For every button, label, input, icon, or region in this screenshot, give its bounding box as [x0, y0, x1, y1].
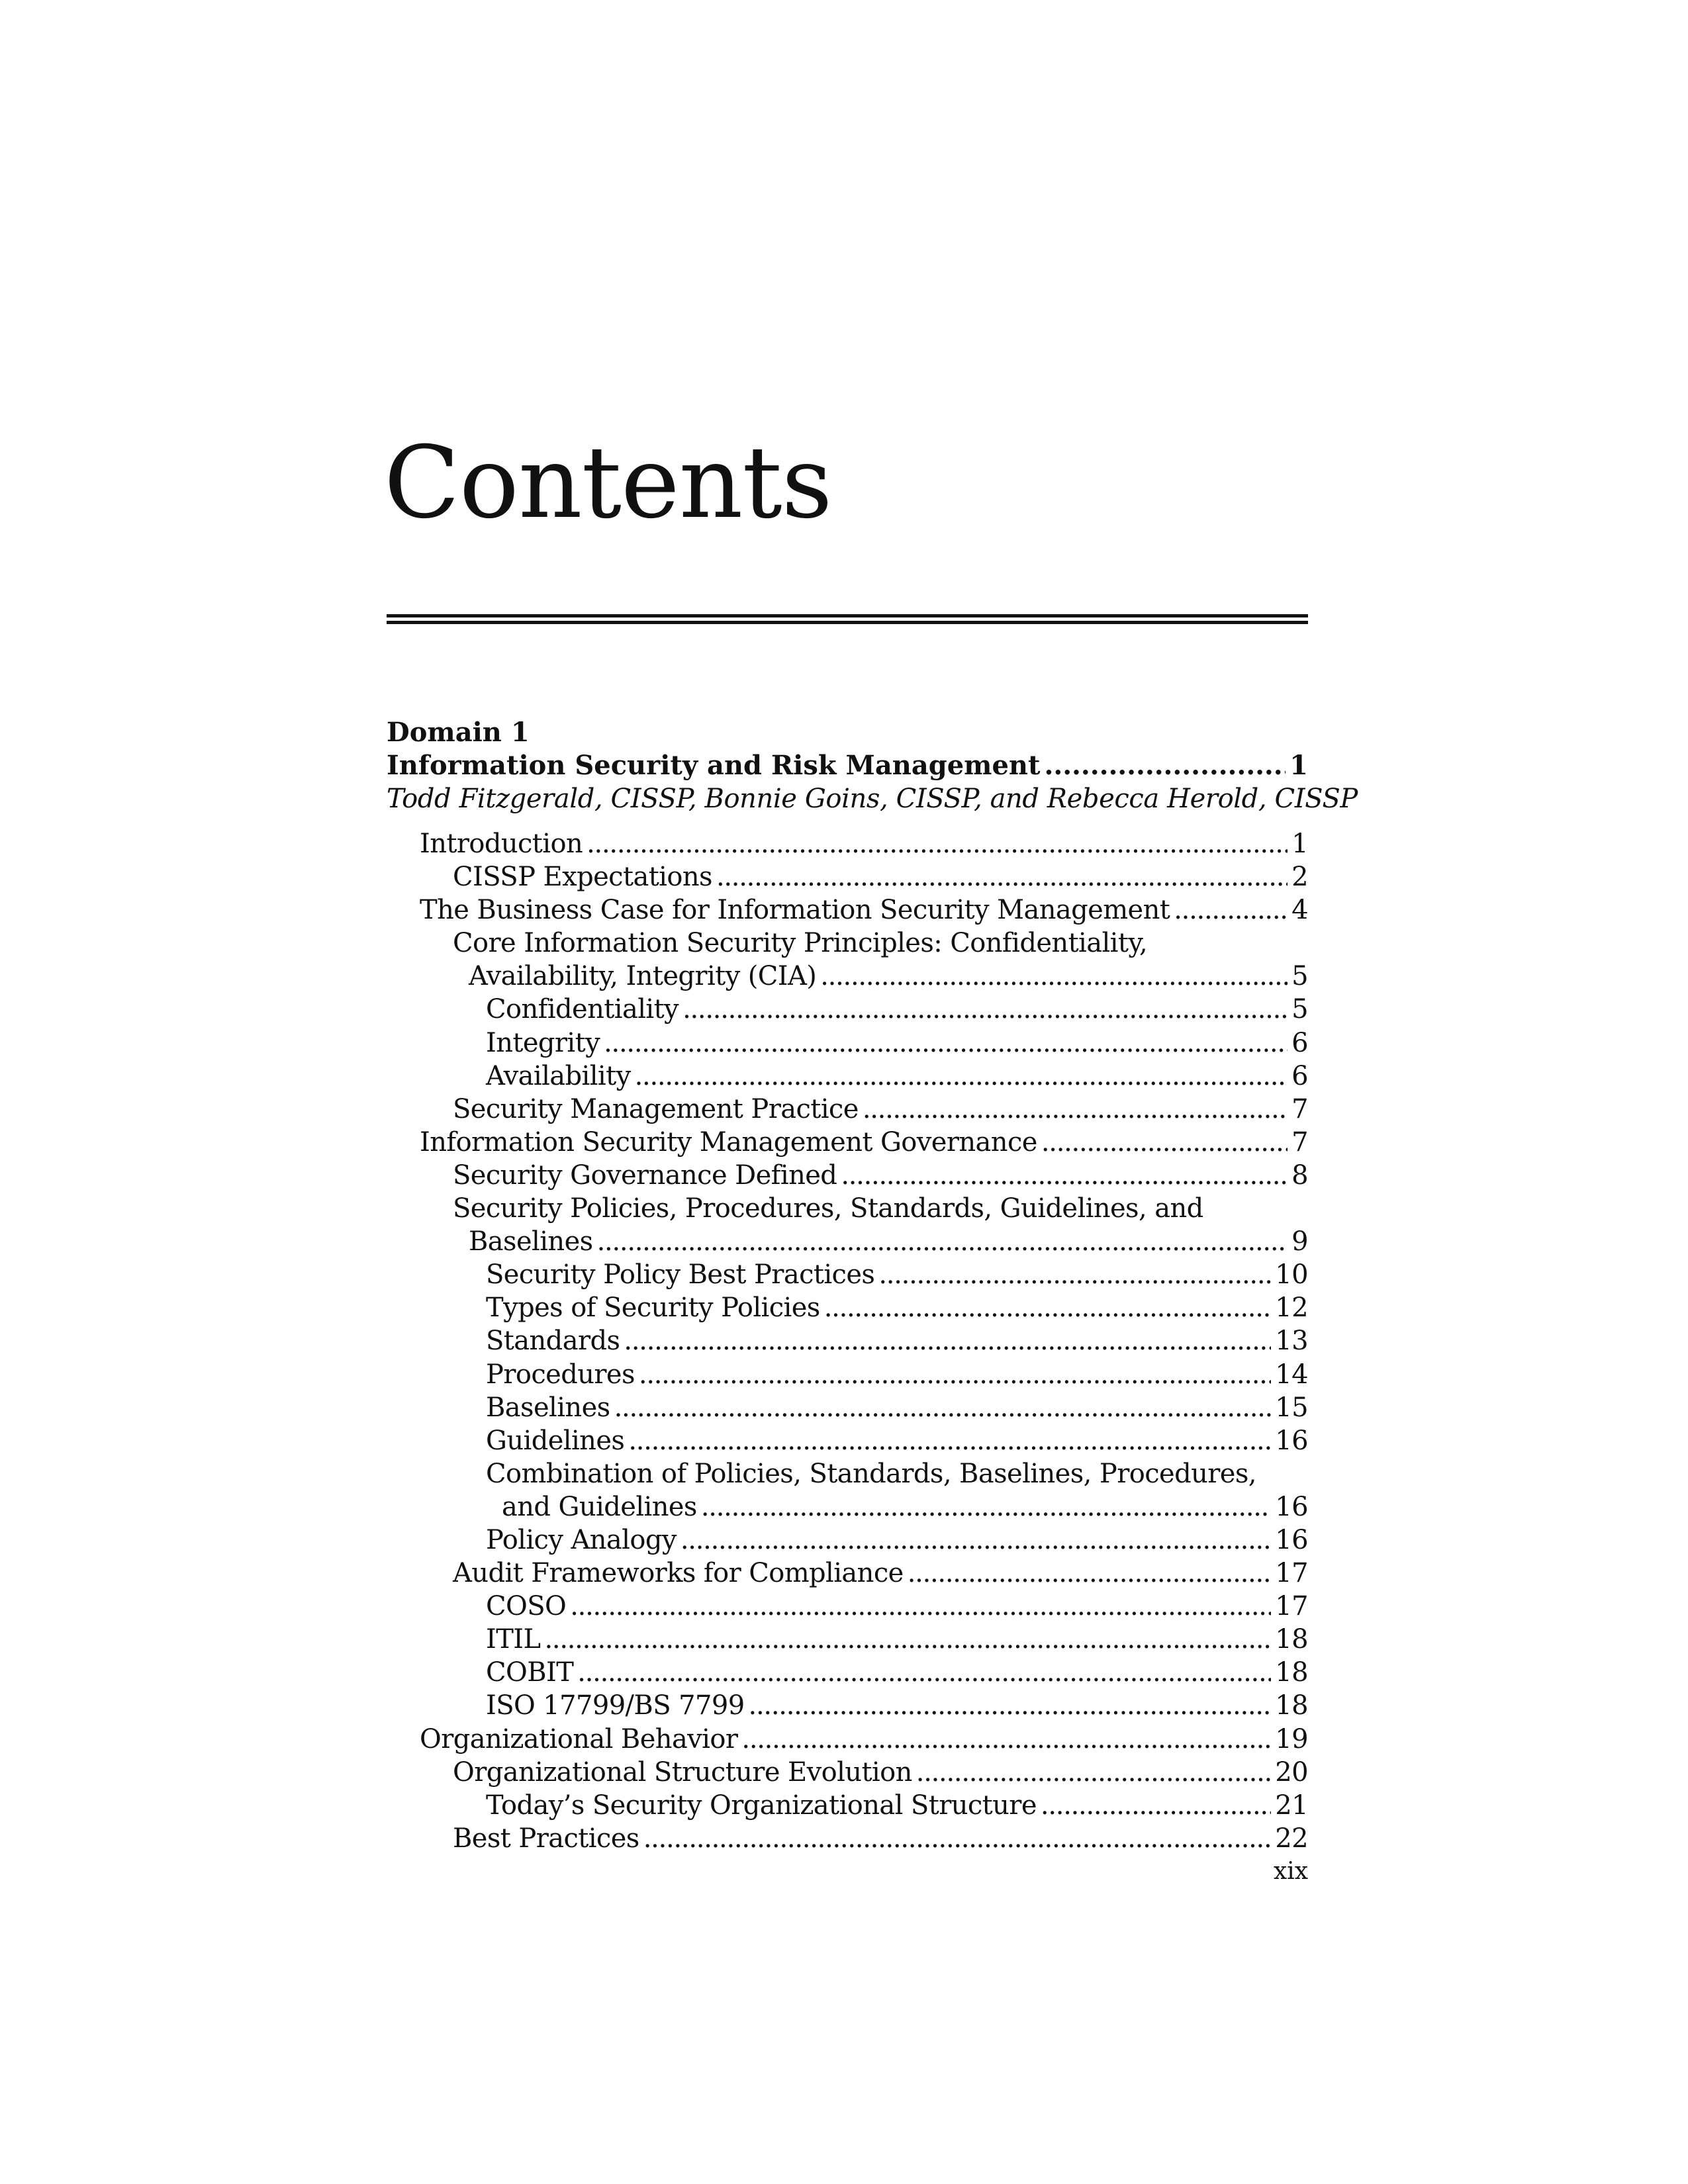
dot-leader: [701, 1490, 1271, 1524]
dot-leader: [682, 993, 1288, 1026]
toc-entry-page: 16: [1275, 1491, 1308, 1522]
toc-entry-title: Audit Frameworks for Compliance: [453, 1558, 904, 1589]
toc-entry-title: Security Policies, Procedures, Standards, Guidelines, and: [453, 1193, 1203, 1224]
toc-entry-title: Policy Analogy: [486, 1524, 677, 1555]
toc-entry-page: 9: [1291, 1226, 1308, 1257]
toc-entry-title: Security Policy Best Practices: [486, 1259, 875, 1291]
toc-entry-page: 20: [1275, 1756, 1308, 1788]
toc-entry-page: 6: [1291, 1060, 1308, 1091]
toc-entry[interactable]: [387, 993, 1308, 1026]
toc-entry-page: 18: [1275, 1657, 1308, 1688]
toc-entry[interactable]: [387, 1159, 1308, 1192]
title-rule-bottom: [387, 621, 1308, 624]
domain-heading-text: Information Security and Risk Management: [387, 750, 1041, 781]
dot-leader: [597, 1225, 1288, 1258]
toc-entry[interactable]: [387, 1093, 1308, 1126]
toc-entry[interactable]: [387, 827, 1308, 860]
toc-entry[interactable]: [387, 1623, 1308, 1656]
toc-entry-page: 8: [1291, 1160, 1308, 1191]
toc-entry-page: 13: [1275, 1326, 1308, 1357]
toc-entry[interactable]: [387, 1126, 1308, 1159]
toc-entry-page: 16: [1275, 1524, 1308, 1555]
dot-leader: [749, 1689, 1272, 1722]
domain-heading[interactable]: [387, 749, 1308, 782]
toc-entry[interactable]: [387, 893, 1308, 927]
toc-entry-page: 16: [1275, 1425, 1308, 1456]
dot-leader: [570, 1590, 1271, 1623]
dot-leader: [916, 1756, 1272, 1789]
toc-entry-title: CISSP Expectations: [453, 862, 712, 893]
dot-leader: [680, 1524, 1271, 1557]
toc-entry-title: Guidelines: [486, 1425, 625, 1456]
dot-leader: [586, 827, 1288, 860]
toc-entry-page: 1: [1291, 829, 1308, 859]
toc-entry-page: 5: [1291, 961, 1308, 992]
toc-entry-title: Baselines: [469, 1226, 593, 1257]
domain-authors: Todd Fitzgerald, CISSP, Bonnie Goins, CISSP, and Rebecca Herold, CISSP: [387, 784, 1358, 814]
toc-entry[interactable]: [387, 1723, 1308, 1756]
dot-leader: [624, 1324, 1271, 1357]
toc-entry-title: Combination of Policies, Standards, Baselines, Procedures,: [486, 1458, 1256, 1489]
toc-entry[interactable]: [387, 1391, 1308, 1424]
dot-leader: [908, 1557, 1272, 1590]
toc-entry-page: 19: [1275, 1723, 1308, 1754]
toc-entry-page: 17: [1275, 1591, 1308, 1622]
toc-entry-title: Availability, Integrity (CIA): [469, 961, 817, 992]
toc-entry-page: 5: [1291, 994, 1308, 1025]
toc-entry-title: and Guidelines: [502, 1491, 697, 1522]
toc-entry[interactable]: [387, 1291, 1308, 1324]
toc-entry-page: 12: [1275, 1293, 1308, 1324]
toc-entry[interactable]: [387, 1225, 1308, 1258]
toc-entry-title: ISO 17799/BS 7799: [486, 1690, 745, 1721]
dot-leader: [716, 860, 1288, 893]
dot-leader: [863, 1093, 1288, 1126]
toc-entry[interactable]: [387, 1258, 1308, 1291]
dot-leader: [639, 1358, 1271, 1391]
toc-entry-title: Availability: [486, 1060, 631, 1091]
toc-entry-page: 4: [1291, 895, 1308, 926]
table-of-contents: [387, 827, 1308, 1855]
toc-entry-title: Procedures: [486, 1359, 635, 1390]
toc-entry-title: Security Governance Defined: [453, 1160, 837, 1191]
toc-entry[interactable]: [387, 1060, 1308, 1093]
dot-leader: [635, 1060, 1288, 1093]
toc-entry-title: Introduction: [420, 829, 583, 859]
toc-entry-title: ITIL: [486, 1624, 541, 1655]
toc-entry[interactable]: [387, 1822, 1308, 1855]
toc-entry-title: Best Practices: [453, 1823, 639, 1854]
toc-entry-page: 7: [1291, 1126, 1308, 1158]
toc-entry-title: COSO: [486, 1591, 567, 1622]
toc-entry-page: 10: [1275, 1259, 1308, 1291]
dot-leader: [1174, 893, 1288, 927]
dot-leader: [824, 1291, 1272, 1324]
toc-entry-page: 7: [1291, 1093, 1308, 1124]
dot-leader: [604, 1026, 1288, 1060]
toc-entry-title: Standards: [486, 1326, 620, 1357]
toc-entry-title: COBIT: [486, 1657, 574, 1688]
toc-entry-title: Integrity: [486, 1027, 600, 1058]
toc-entry[interactable]: [387, 1656, 1308, 1689]
dot-leader: [643, 1822, 1272, 1855]
toc-entry-title: Organizational Structure Evolution: [453, 1756, 912, 1788]
toc-entry-title: Confidentiality: [486, 994, 679, 1025]
toc-entry-title: Today’s Security Organizational Structure: [486, 1790, 1037, 1821]
toc-entry[interactable]: [387, 1358, 1308, 1391]
page-number: xix: [1273, 1858, 1308, 1885]
dot-leader: [614, 1391, 1272, 1424]
domain-label: Domain 1: [387, 717, 530, 748]
dot-leader: [878, 1258, 1271, 1291]
toc-entry[interactable]: [387, 1192, 1308, 1225]
toc-entry[interactable]: [387, 960, 1308, 993]
toc-entry-title: Baselines: [486, 1392, 610, 1423]
toc-entry-title: Information Security Management Governance: [420, 1126, 1037, 1158]
dot-leader: [1041, 1789, 1271, 1822]
toc-entry-page: 15: [1275, 1392, 1308, 1423]
toc-entry[interactable]: [387, 1490, 1308, 1524]
dot-leader: [1041, 1126, 1288, 1159]
toc-entry-title: Security Management Practice: [453, 1093, 859, 1124]
dot-leader: [820, 960, 1288, 993]
toc-entry[interactable]: [387, 1756, 1308, 1789]
domain-heading-page: 1: [1289, 750, 1308, 781]
toc-entry-title: Types of Security Policies: [486, 1293, 820, 1324]
dot-leader: [544, 1623, 1271, 1656]
title-rule-top: [387, 614, 1308, 617]
toc-entry[interactable]: [387, 1689, 1308, 1722]
toc-entry[interactable]: [387, 1457, 1308, 1490]
toc-entry-title: Core Information Security Principles: Confidentiality,: [453, 928, 1148, 959]
toc-entry[interactable]: [387, 860, 1308, 893]
dot-leader: [841, 1159, 1288, 1192]
toc-entry[interactable]: [387, 1557, 1308, 1590]
dot-leader: [741, 1723, 1271, 1756]
toc-entry-page: 2: [1291, 862, 1308, 893]
toc-entry-page: 21: [1275, 1790, 1308, 1821]
dot-leader: [1044, 749, 1286, 782]
toc-entry[interactable]: [387, 1026, 1308, 1060]
toc-entry-page: 6: [1291, 1027, 1308, 1058]
toc-entry-page: 17: [1275, 1558, 1308, 1589]
toc-entry-page: 18: [1275, 1624, 1308, 1655]
dot-leader: [577, 1656, 1271, 1689]
toc-entry[interactable]: [387, 1424, 1308, 1457]
toc-entry-title: The Business Case for Information Security Management: [420, 895, 1170, 926]
toc-entry-title: Organizational Behavior: [420, 1723, 738, 1754]
toc-entry[interactable]: [387, 1590, 1308, 1623]
toc-entry-page: 14: [1275, 1359, 1308, 1390]
toc-entry[interactable]: [387, 1524, 1308, 1557]
toc-entry-page: 18: [1275, 1690, 1308, 1721]
toc-entry[interactable]: [387, 1324, 1308, 1357]
dot-leader: [628, 1424, 1271, 1457]
toc-entry[interactable]: [387, 1789, 1308, 1822]
toc-entry[interactable]: [387, 927, 1308, 960]
page-title: Contents: [384, 426, 832, 541]
toc-entry-page: 22: [1275, 1823, 1308, 1854]
